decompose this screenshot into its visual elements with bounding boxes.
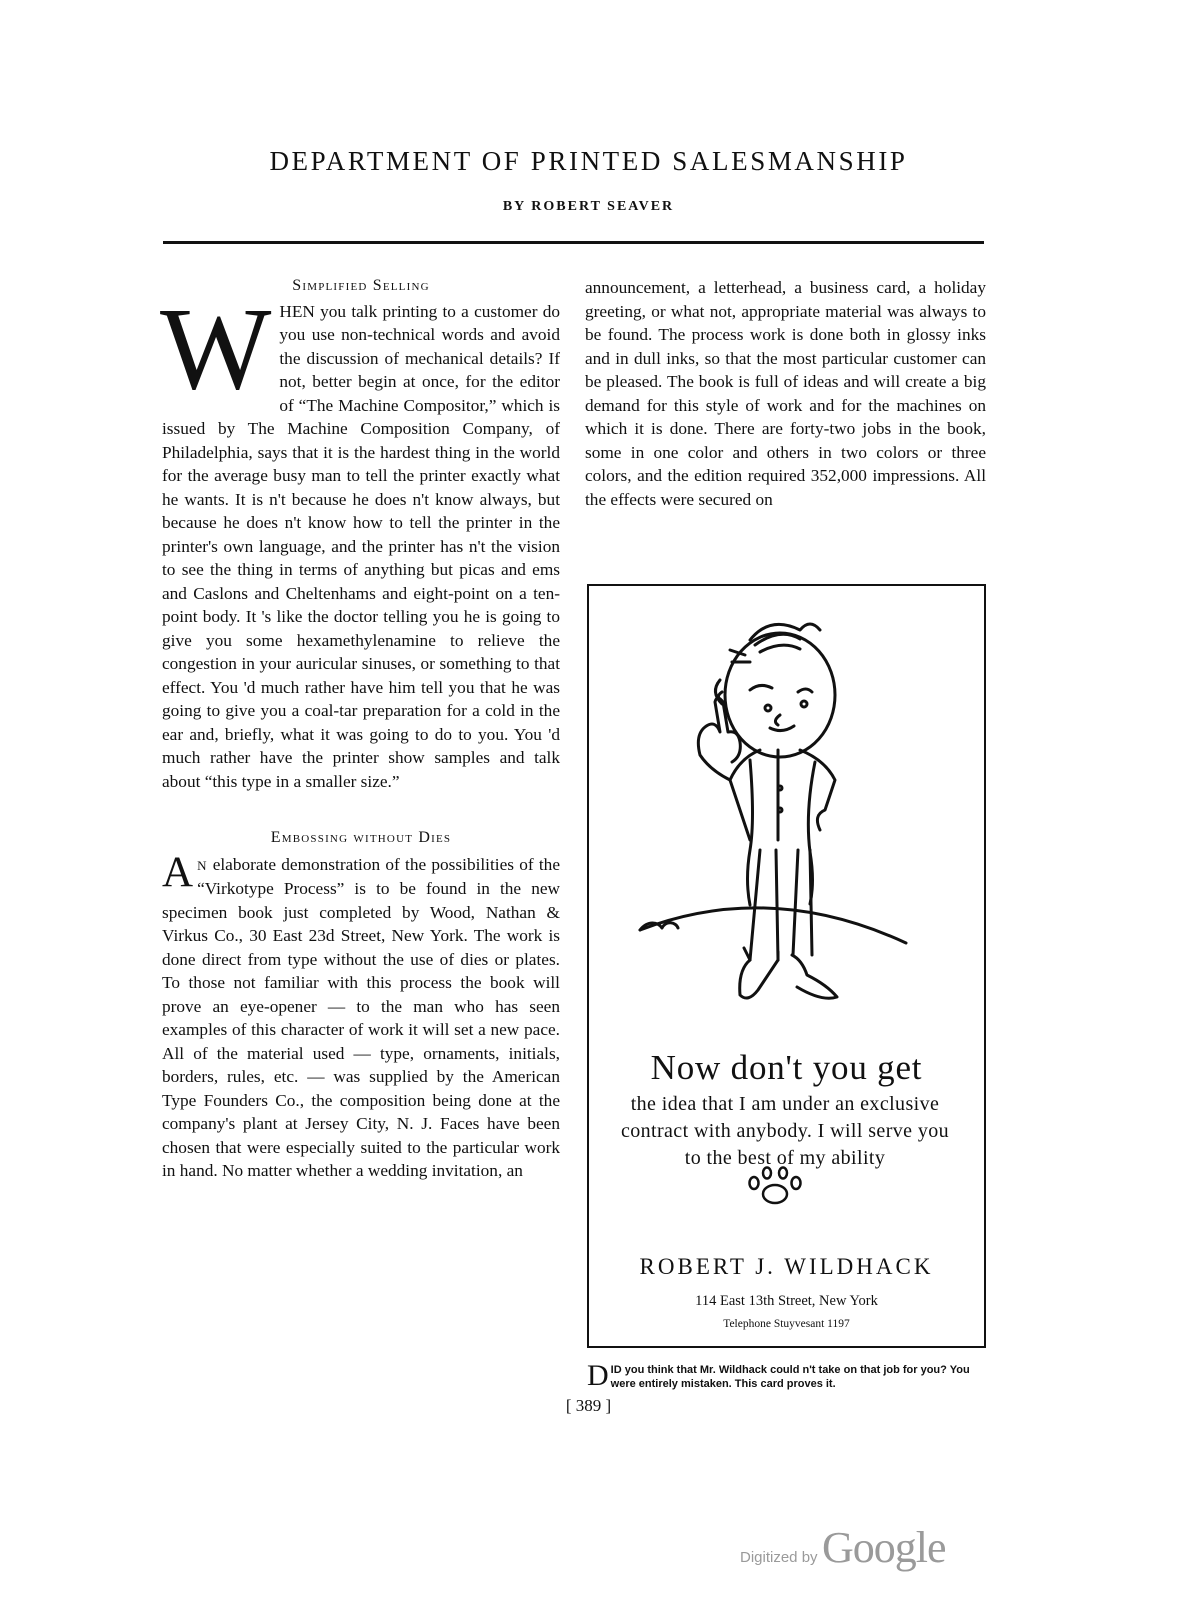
ad-caption: [587, 1359, 982, 1392]
drop-cap: W: [160, 282, 272, 414]
section2-body: [162, 848, 560, 1183]
ad-address: 114 East 13th Street, New York: [695, 1293, 878, 1309]
watermark-prefix: Digitized by: [740, 1549, 818, 1566]
google-logo: Google: [822, 1523, 946, 1572]
left-column: [162, 274, 560, 1183]
page-number: [ 389 ]: [565, 1396, 612, 1415]
right-column: [585, 276, 986, 511]
ad-body: the idea that I am under an exclusive contract with anybody. I will serve you to the best of my ability: [620, 1093, 950, 1169]
ad-phone: Telephone Stuyvesant 1197: [723, 1318, 850, 1330]
small-caps-letter: N: [197, 857, 208, 873]
ad-name: ROBERT J. WILDHACK: [639, 1254, 934, 1279]
caption-text: ID you think that Mr. Wildhack could n't take on that job for you? You were entirely mistaken. This card proves it.: [610, 1364, 970, 1390]
ad-headline: Now don't you get: [650, 1048, 923, 1087]
header-rule: [163, 241, 984, 244]
section-heading-simplified-selling: Simplified Selling: [292, 277, 430, 294]
section2-text: elaborate demonstration of the possibilities of the “Virkotype Process” is to be found in the new specimen book just completed by Wood, Nathan & Virkus Co., 30 East 23d Street, New York. The work is done direct from type without the use of dies or plates. To those not familiar with this process the book will prove an eye-opener — to the man who has seen examples of this character of work it will set a new pace. All of the material used — type, ornaments, initials, borders, rules, etc. — was supplied by the American Type Founders Co., the composition being done at the company's plant at Jersey City, N. J. Faces have been chosen that were especially suited to the particular work in hand. No matter whether a wedding invitation, an: [162, 854, 560, 1180]
section2-continued: announcement, a letterhead, a business card, a holiday greeting, or what not, appropriate material was always to be found. The process work is done both in glossy inks and in dull inks, so that the most particular customer can be pleased. The book is full of ideas and will create a big demand for this style of work and for the machines on which it is done. There are forty-two jobs in the book, some in one color and others in two colors or three colors, and the edition required 352,000 impressions. All the effects were secured on: [585, 278, 986, 509]
cartoon-man-illustration: [600, 600, 970, 1020]
caption-drop-cap: D: [587, 1359, 609, 1392]
digitized-watermark: [740, 1522, 946, 1573]
section-heading-embossing: Embossing without Dies: [270, 829, 452, 846]
drop-cap: A: [162, 848, 194, 896]
page-title: DEPARTMENT OF PRINTED SALESMANSHIP: [269, 146, 908, 176]
byline: BY ROBERT SEAVER: [502, 199, 675, 214]
section1-text: HEN you talk printing to a customer do you use non-technical words and avoid the discussion of mechanical details? If not, better begin at once, for the editor of “The Machine Compositor,” which is issued by The Machine Composition Company, of Philadelphia, says that it is the hardest thing in the world for the average busy man to tell the printer exactly what he wants. It is n't because he does n't know always, but because he does n't know how to tell the printer in the printer's own language, and the printer has n't the vision to see the thing in terms of anything but picas and ems and Caslons and Cheltenhams and eight-point on a ten-point body. It 's like the doctor telling you he is going to give you some hexamethylenamine to relieve the congestion in your auricular sinuses, or something to that effect. You 'd much rather have him tell you that he was going to give you a coal-tar preparation for a cold in the ear and, briefly, what it was going to do to you. You 'd much rather have the printer show samples and talk about “this type in a smaller size.”: [162, 301, 560, 791]
paw-print-ornament: [745, 1165, 805, 1207]
